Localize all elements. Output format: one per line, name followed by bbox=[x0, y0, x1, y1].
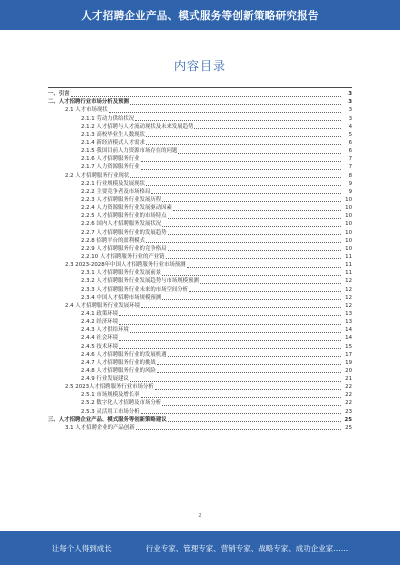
toc-entry[interactable] bbox=[48, 424, 352, 432]
toc-entry-title: 三、人才招聘企业产品、模式服务等创新策略建议 bbox=[48, 416, 167, 423]
toc-dot-leader bbox=[200, 282, 341, 284]
toc-entry-title: 2.4.6 人才招聘服务行业的发展机遇 bbox=[81, 351, 167, 358]
toc-entry-page: 12 bbox=[345, 278, 352, 285]
toc-entry-page: 22 bbox=[345, 384, 352, 391]
toc-entry[interactable] bbox=[48, 399, 352, 407]
toc-dot-leader bbox=[189, 290, 341, 292]
toc-dot-leader bbox=[146, 143, 341, 145]
toc-entry-title: 2.4.7 人才招聘服务行业的挑战 bbox=[81, 359, 156, 366]
toc-dot-leader bbox=[146, 184, 341, 186]
toc-dot-leader bbox=[130, 380, 341, 382]
toc-entry-title: 2.5.3 灵活用工市场分析 bbox=[81, 408, 140, 415]
toc-dot-leader bbox=[130, 103, 341, 105]
toc-entry-page: 3 bbox=[348, 91, 352, 98]
toc-heading: 内容目录 bbox=[173, 59, 226, 73]
toc-entry[interactable] bbox=[48, 351, 352, 359]
toc-entry[interactable] bbox=[48, 261, 352, 269]
toc-dot-leader bbox=[119, 323, 341, 325]
toc-entry-title: 2.4 人才招聘服务行业发展环境 bbox=[65, 302, 140, 309]
toc-entry[interactable] bbox=[48, 114, 352, 122]
toc-entry[interactable] bbox=[48, 253, 352, 261]
toc-entry[interactable] bbox=[48, 302, 352, 310]
toc-entry-title: 2.1.6 人才招聘服务行业 bbox=[81, 156, 140, 163]
toc-entry-title: 2.2.2 主要竞争者及市场格局 bbox=[81, 188, 151, 195]
toc-entry-title: 2.2.10 人才招聘服务行业的产业链 bbox=[81, 253, 165, 260]
toc-entry-page: 10 bbox=[345, 196, 352, 203]
toc-entry-title: 2.2.6 国内人才招聘服务发展状况 bbox=[81, 221, 162, 228]
toc-entry[interactable] bbox=[48, 359, 352, 367]
toc-entry-page: 8 bbox=[348, 172, 352, 179]
toc-dot-leader bbox=[168, 420, 341, 422]
toc-entry-page: 11 bbox=[345, 262, 352, 269]
report-title: 人才招聘企业产品、模式服务等创新策略研究报告 bbox=[81, 9, 319, 22]
toc-dot-leader bbox=[141, 412, 341, 414]
footer-tagline: 行业专家、管理专家、营销专家、战略专家、成功企业家…… bbox=[145, 543, 349, 553]
toc-entry-page: 22 bbox=[345, 400, 352, 407]
toc-entry[interactable] bbox=[48, 147, 352, 155]
toc-entry-page: 17 bbox=[345, 351, 352, 358]
toc-entry[interactable] bbox=[48, 391, 352, 399]
toc-entry-page: 10 bbox=[345, 245, 352, 252]
toc-entry-title: 2.5.2 数字化人才招聘及市场分析 bbox=[81, 400, 162, 407]
toc-dot-leader bbox=[119, 339, 341, 341]
toc-entry-page: 3 bbox=[348, 115, 352, 122]
toc-entry[interactable] bbox=[48, 139, 352, 147]
toc-entry-title: 2.4.8 人才招聘服务行业的风险 bbox=[81, 367, 156, 374]
toc-entry[interactable] bbox=[48, 163, 352, 171]
toc-entry-page: 10 bbox=[345, 213, 352, 220]
toc-entry[interactable] bbox=[48, 318, 352, 326]
toc-entry-title: 一、引言 bbox=[48, 91, 70, 98]
toc-entry-title: 2.5 2023人才招聘服务行业市场分析 bbox=[65, 384, 154, 391]
toc-entry-page: 25 bbox=[344, 416, 352, 423]
toc-entry[interactable] bbox=[48, 220, 352, 228]
toc-entry-title: 2.2.5 人才招聘服务行业的市场特点 bbox=[81, 213, 167, 220]
toc-entry-page: 3 bbox=[348, 107, 352, 114]
toc-dot-leader bbox=[162, 200, 341, 202]
toc-entry-title: 2.2.8 招聘平台的盈利模式 bbox=[81, 237, 145, 244]
toc-entry-title: 2.4.4 社会环境 bbox=[81, 335, 118, 342]
toc-dot-leader bbox=[141, 306, 341, 308]
table-of-contents bbox=[48, 87, 352, 432]
toc-entry-page: 11 bbox=[345, 270, 352, 277]
toc-entry[interactable] bbox=[48, 342, 352, 350]
toc-dot-leader bbox=[162, 298, 341, 300]
toc-dot-leader bbox=[178, 152, 341, 154]
toc-entry[interactable] bbox=[48, 277, 352, 285]
toc-dot-leader bbox=[194, 127, 341, 129]
toc-entry[interactable] bbox=[48, 106, 352, 114]
toc-entry-page: 10 bbox=[345, 205, 352, 212]
toc-dot-leader bbox=[136, 428, 341, 430]
toc-entry[interactable] bbox=[48, 285, 352, 293]
toc-entry-page: 12 bbox=[345, 302, 352, 309]
toc-entry-page: 4 bbox=[348, 123, 352, 130]
toc-entry-page: 11 bbox=[345, 253, 352, 260]
toc-entry[interactable] bbox=[48, 383, 352, 391]
toc-entry[interactable] bbox=[48, 416, 352, 424]
toc-entry[interactable] bbox=[48, 245, 352, 253]
toc-dot-leader bbox=[157, 371, 341, 373]
toc-dot-leader bbox=[130, 176, 341, 178]
toc-entry[interactable] bbox=[48, 212, 352, 220]
toc-entry-title: 2.1.4 新经济模式人才需求 bbox=[81, 139, 145, 146]
toc-dot-leader bbox=[168, 233, 341, 235]
toc-entry-title: 2.2.3 人才招聘服务行业发展历程 bbox=[81, 196, 162, 203]
toc-entry-title: 2.2.9 人才招聘服务行业的竞争格局 bbox=[81, 245, 167, 252]
toc-entry[interactable] bbox=[48, 334, 352, 342]
toc-entry-page: 3 bbox=[348, 99, 352, 106]
toc-entry[interactable] bbox=[48, 123, 352, 131]
toc-dot-leader bbox=[162, 225, 341, 227]
toc-entry-page: 10 bbox=[345, 229, 352, 236]
toc-entry-title: 2.2.7 人才招聘服务行业的发展趋势 bbox=[81, 229, 167, 236]
toc-dot-leader bbox=[168, 355, 341, 357]
toc-entry-page: 7 bbox=[348, 156, 352, 163]
toc-entry-title: 2.4.2 经济环境 bbox=[81, 319, 118, 326]
toc-entry-page: 23 bbox=[345, 408, 352, 415]
toc-dot-leader bbox=[119, 314, 341, 316]
toc-dot-leader bbox=[130, 331, 341, 333]
toc-dot-leader bbox=[146, 135, 341, 137]
toc-entry-title: 2.3.4 中国人才招聘市场规模预测 bbox=[81, 294, 162, 301]
toc-dot-leader bbox=[146, 241, 341, 243]
toc-entry-page: 12 bbox=[345, 294, 352, 301]
toc-entry-page: 21 bbox=[345, 376, 352, 383]
toc-entry-title: 2.1.5 我国目前人力资源市场存在的问题 bbox=[81, 148, 178, 155]
toc-dot-leader bbox=[157, 363, 341, 365]
toc-entry[interactable] bbox=[48, 98, 352, 106]
toc-entry-title: 2.4.5 技术环境 bbox=[81, 343, 118, 350]
toc-entry[interactable] bbox=[48, 294, 352, 302]
toc-dot-leader bbox=[141, 396, 341, 398]
toc-dot-leader bbox=[162, 274, 341, 276]
toc-entry-title: 3.1 人才招聘企业的产品创新 bbox=[65, 424, 135, 431]
toc-entry-title: 2.2 人才招聘服务行业现状 bbox=[65, 172, 130, 179]
page-number: 2 bbox=[198, 513, 202, 519]
toc-entry[interactable] bbox=[48, 155, 352, 163]
toc-entry[interactable] bbox=[48, 204, 352, 212]
toc-dot-leader bbox=[135, 119, 341, 121]
toc-entry[interactable] bbox=[48, 375, 352, 383]
toc-dot-leader bbox=[119, 347, 341, 349]
toc-dot-leader bbox=[162, 404, 341, 406]
toc-entry-page: 10 bbox=[345, 221, 352, 228]
toc-entry-page: 7 bbox=[348, 164, 352, 171]
toc-entry[interactable] bbox=[48, 90, 352, 98]
toc-dot-leader bbox=[187, 266, 341, 268]
toc-dot-leader bbox=[109, 111, 341, 113]
toc-entry-title: 2.3.2 人才招聘服务行业发展趋势与市场规模预测 bbox=[81, 278, 199, 285]
toc-entry[interactable] bbox=[48, 237, 352, 245]
toc-entry-title: 2.4.3 人才供给环境 bbox=[81, 327, 129, 334]
toc-entry[interactable] bbox=[48, 171, 352, 179]
toc-entry-page: 19 bbox=[345, 359, 352, 366]
toc-entry-title: 2.1.3 高校毕业生人数现状 bbox=[81, 131, 145, 138]
toc-dot-leader bbox=[71, 95, 341, 97]
toc-entry-page: 9 bbox=[348, 188, 352, 195]
toc-dot-leader bbox=[141, 160, 341, 162]
toc-dot-leader bbox=[155, 388, 341, 390]
toc-entry-title: 2.2.1 行业规模及发展现状 bbox=[81, 180, 145, 187]
toc-entry-title: 2.3.1 人才招聘服务行业发展前景 bbox=[81, 270, 162, 277]
report-header-bar bbox=[0, 0, 400, 30]
toc-entry[interactable] bbox=[48, 180, 352, 188]
toc-entry-title: 2.3 2023-2028年中国人才招聘服务行业市场预测 bbox=[65, 262, 186, 269]
toc-dot-leader bbox=[141, 168, 341, 170]
footer-bar bbox=[0, 531, 400, 565]
toc-entry-title: 2.1.1 劳动力供给状况 bbox=[81, 115, 135, 122]
toc-entry[interactable] bbox=[48, 196, 352, 204]
toc-entry-title: 2.4.1 政策环境 bbox=[81, 310, 118, 317]
toc-entry[interactable] bbox=[48, 407, 352, 415]
toc-entry-page: 25 bbox=[345, 424, 352, 431]
toc-entry[interactable] bbox=[48, 310, 352, 318]
toc-entry-page: 6 bbox=[348, 148, 352, 155]
toc-entry-title: 2.3.3 人才招聘服务行业未来的市场空间分析 bbox=[81, 286, 189, 293]
toc-entry-title: 2.1 人才市场现状 bbox=[65, 107, 108, 114]
toc-entry-page: 12 bbox=[345, 286, 352, 293]
toc-entry-page: 22 bbox=[345, 392, 352, 399]
toc-dot-leader bbox=[168, 217, 341, 219]
toc-entry-page: 5 bbox=[348, 131, 352, 138]
toc-entry[interactable] bbox=[48, 131, 352, 139]
toc-dot-leader bbox=[151, 192, 341, 194]
toc-entry-page: 9 bbox=[348, 180, 352, 187]
toc-entry-page: 14 bbox=[345, 327, 352, 334]
toc-entry[interactable] bbox=[48, 269, 352, 277]
toc-entry-page: 10 bbox=[345, 237, 352, 244]
toc-top-rule bbox=[48, 87, 352, 88]
toc-entry-page: 20 bbox=[345, 367, 352, 374]
toc-entry-title: 2.1.7 人力资源服务行业 bbox=[81, 164, 140, 171]
toc-entry-page: 6 bbox=[348, 139, 352, 146]
toc-entry-page: 14 bbox=[345, 335, 352, 342]
toc-entry-page: 13 bbox=[345, 319, 352, 326]
toc-entry-title: 2.1.2 人才招聘与人才流动现状及未来发展趋势 bbox=[81, 123, 194, 130]
toc-entry[interactable] bbox=[48, 228, 352, 236]
toc-entry-page: 15 bbox=[345, 343, 352, 350]
toc-entry-page: 13 bbox=[345, 310, 352, 317]
toc-entry-title: 二、人才招聘行业市场分析及预测 bbox=[48, 99, 129, 106]
toc-entry[interactable] bbox=[48, 188, 352, 196]
toc-dot-leader bbox=[166, 257, 341, 259]
toc-entry[interactable] bbox=[48, 326, 352, 334]
toc-entry-title: 2.4.9 行业发展建议 bbox=[81, 376, 129, 383]
toc-entry-title: 2.2.4 人力资源服务行业发展驱动因素 bbox=[81, 205, 172, 212]
toc-entry-title: 2.5.1 市场规模及增长率 bbox=[81, 392, 140, 399]
toc-dot-leader bbox=[173, 209, 341, 211]
toc-entry[interactable] bbox=[48, 367, 352, 375]
toc-dot-leader bbox=[168, 249, 341, 251]
footer-slogan: 让每个人得到成长 bbox=[51, 543, 112, 553]
